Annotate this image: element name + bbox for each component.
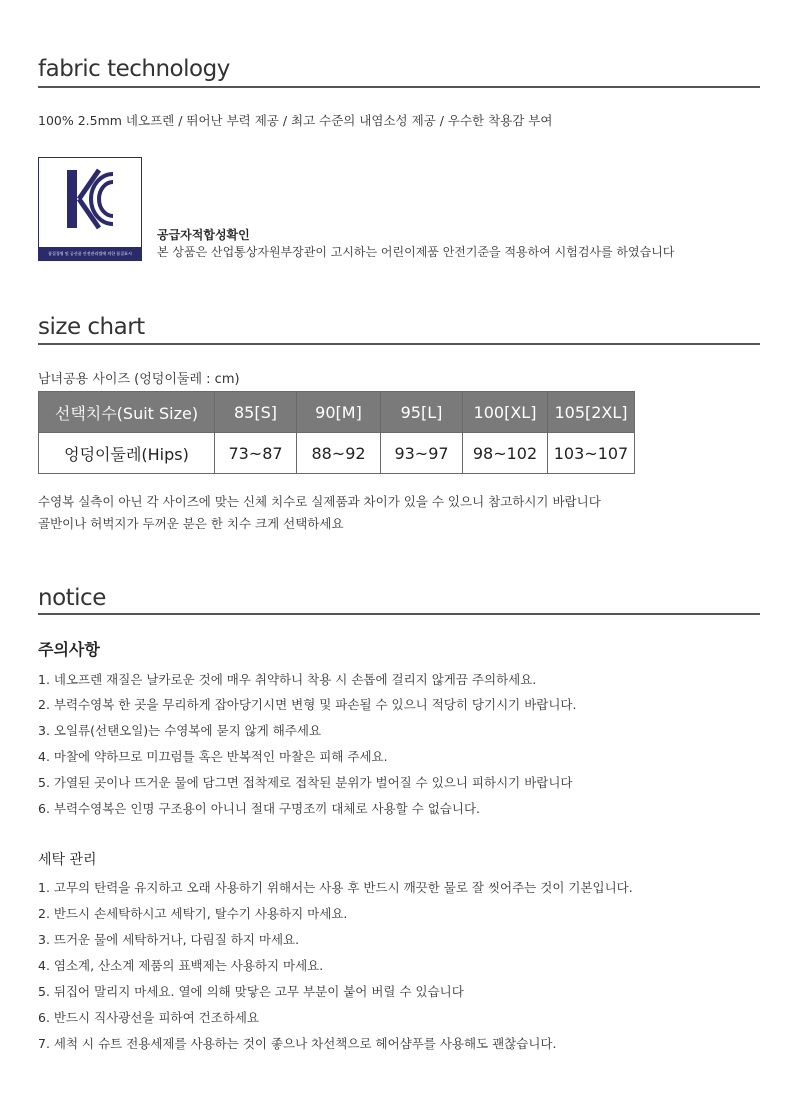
notice-divider — [38, 613, 760, 615]
size-chart-section-title: size chart — [38, 314, 145, 340]
size-note-2: 골반이나 허벅지가 두꺼운 분은 한 치수 크게 선택하세요 — [38, 516, 344, 531]
size-chart-caption: 남녀공용 사이즈 (엉덩이둘레 : cm) — [38, 372, 240, 387]
size-table-header-row — [39, 392, 635, 433]
size-chart-divider — [38, 343, 760, 345]
size-table-cell: 엉덩이둘레(Hips) — [39, 433, 215, 474]
caution-item: 2. 부력수영복 한 곳을 무리하게 잡아당기시면 변형 및 파손될 수 있으니 적당히 당기시기 바랍니다. — [38, 697, 577, 712]
fabric-section-title: fabric technology — [38, 56, 230, 82]
size-table-header-cell: 100[XL] — [463, 392, 548, 433]
size-table-header-cell: 85[S] — [215, 392, 297, 433]
caution-item: 4. 마찰에 약하므로 미끄럼틀 혹은 반복적인 마찰은 피해 주세요. — [38, 749, 388, 764]
size-table-header-cell: 선택치수(Suit Size) — [39, 392, 215, 433]
kc-band-text: 품질경영 및 공산품 안전관리법에 의한 품질표시 — [39, 247, 141, 260]
caution-item: 1. 네오프렌 재질은 날카로운 것에 매우 취약하니 착용 시 손톱에 걸리지 않게끔 주의하세요. — [38, 672, 537, 687]
kc-description: 본 상품은 산업통상자원부장관이 고시하는 어린이제품 안전기준을 적용하여 시험검사를 하였습니다 — [157, 245, 675, 259]
size-table-cell: 103~107 — [548, 433, 635, 474]
size-note-1: 수영복 실측이 아닌 각 사이즈에 맞는 신체 치수로 실제품과 차이가 있을 수 있으니 참고하시기 바랍니다 — [38, 494, 601, 509]
fabric-divider — [38, 86, 760, 88]
kc-title: 공급자적합성확인 — [157, 228, 250, 242]
wash-item: 3. 뜨거운 물에 세탁하거나, 다림질 하지 마세요. — [38, 932, 300, 947]
size-table-cell: 93~97 — [381, 433, 463, 474]
wash-item: 5. 뒤집어 말리지 마세요. 열에 의해 맞닿은 고무 부분이 붙어 버릴 수 있습니다 — [38, 984, 464, 999]
caution-item: 6. 부력수영복은 인명 구조용이 아니니 절대 구명조끼 대체로 사용할 수 없습니다. — [38, 801, 481, 816]
kc-logo-icon — [39, 158, 141, 248]
caution-title: 주의사항 — [38, 640, 100, 659]
fabric-features: 100% 2.5mm 네오프렌 / 뛰어난 부력 제공 / 최고 수준의 내염소성 제공 / 우수한 착용감 부여 — [38, 113, 553, 128]
wash-item: 2. 반드시 손세탁하시고 세탁기, 탈수기 사용하지 마세요. — [38, 906, 348, 921]
size-table-cell: 88~92 — [297, 433, 381, 474]
size-table-header-cell: 95[L] — [381, 392, 463, 433]
size-table-header-cell: 90[M] — [297, 392, 381, 433]
notice-section-title: notice — [38, 585, 106, 611]
size-table-cell: 98~102 — [463, 433, 548, 474]
kc-certification-mark — [38, 157, 142, 261]
size-table — [38, 391, 635, 474]
caution-item: 3. 오일류(선탠오일)는 수영복에 묻지 않게 해주세요 — [38, 723, 322, 738]
wash-item: 4. 염소계, 산소계 제품의 표백제는 사용하지 마세요. — [38, 958, 324, 973]
size-table-row — [39, 433, 635, 474]
wash-item: 6. 반드시 직사광선을 피하여 건조하세요 — [38, 1010, 260, 1025]
wash-item: 7. 세척 시 슈트 전용세제를 사용하는 것이 좋으나 차선책으로 헤어샴푸를 사용해도 괜찮습니다. — [38, 1036, 557, 1051]
wash-item: 1. 고무의 탄력을 유지하고 오래 사용하기 위해서는 사용 후 반드시 깨끗한 물로 잘 씻어주는 것이 기본입니다. — [38, 880, 633, 895]
size-table-header-cell: 105[2XL] — [548, 392, 635, 433]
wash-title: 세탁 관리 — [38, 852, 97, 868]
size-table-cell: 73~87 — [215, 433, 297, 474]
caution-item: 5. 가열된 곳이나 뜨거운 물에 담그면 접착제로 접착된 분위가 벌어질 수 있으니 피하시기 바랍니다 — [38, 775, 573, 790]
